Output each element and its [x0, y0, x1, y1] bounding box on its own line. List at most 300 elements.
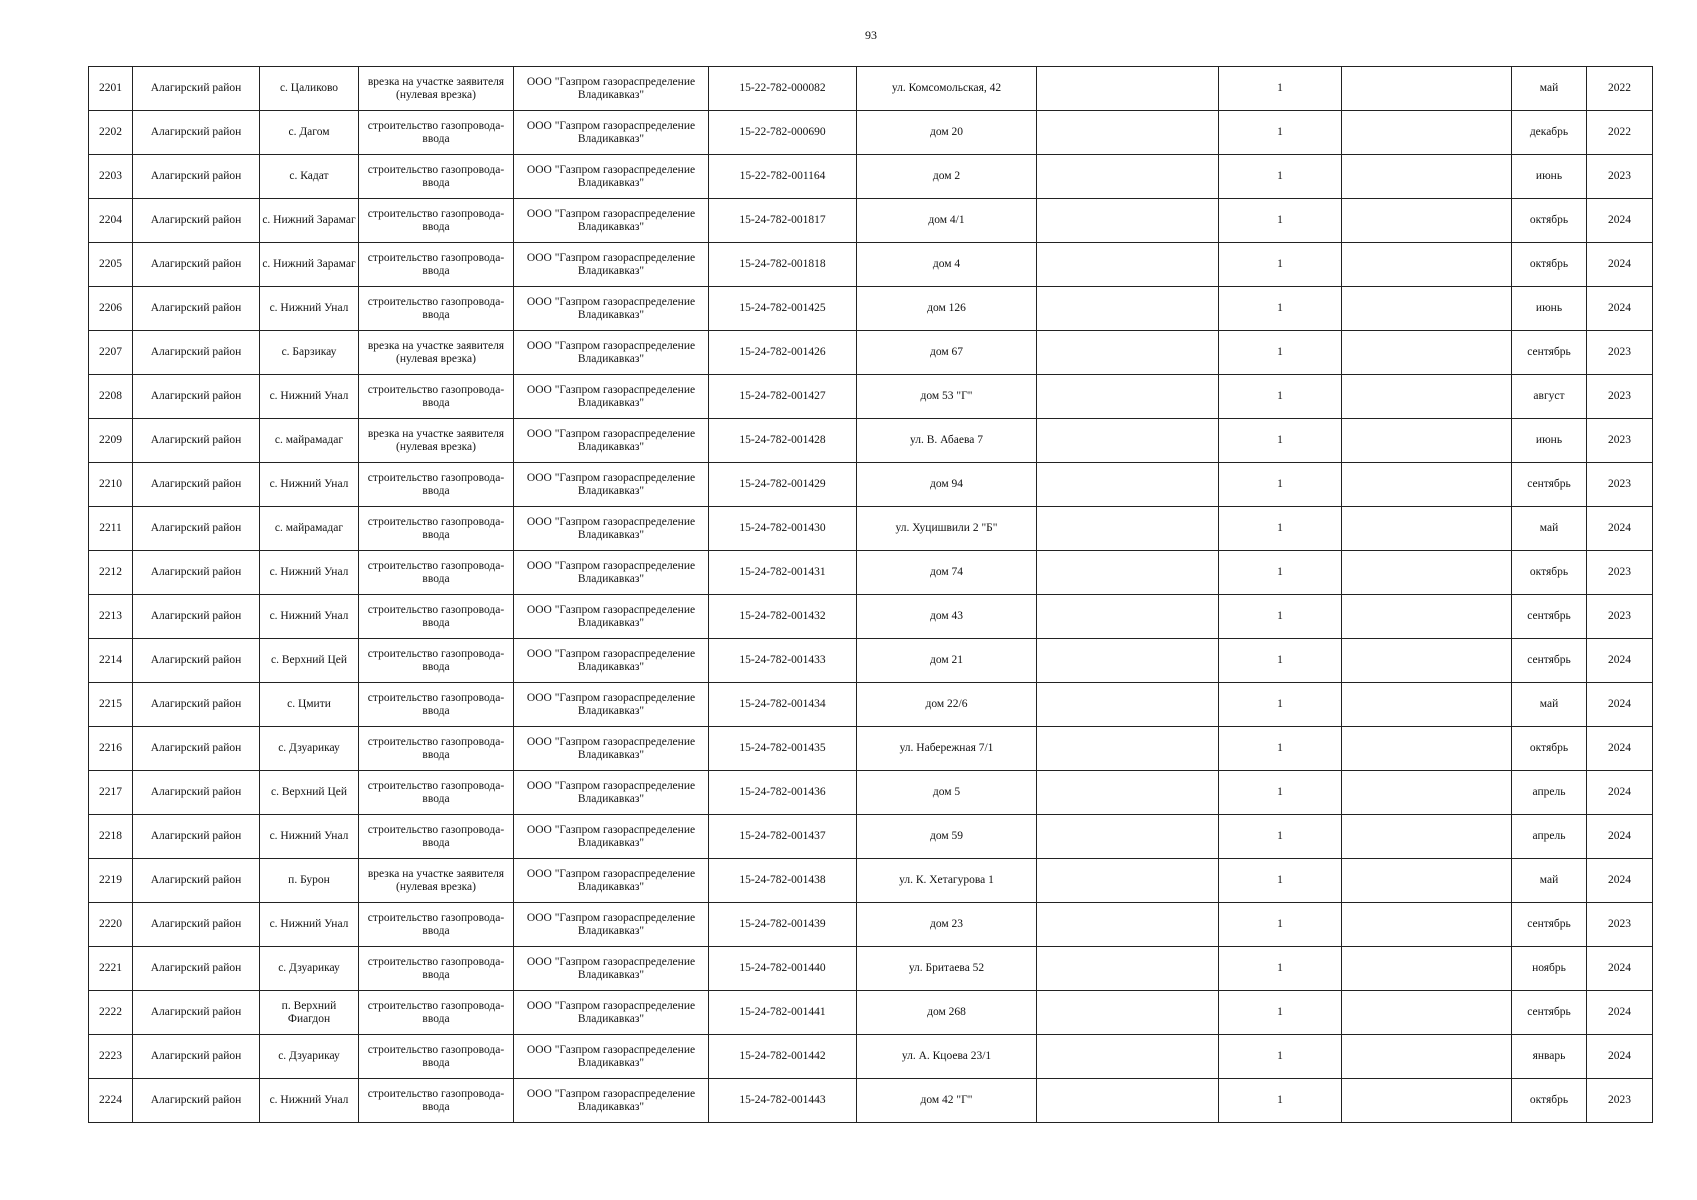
empty-cell — [1342, 595, 1512, 639]
district-cell: Алагирский район — [133, 67, 260, 111]
row-number-cell: 2215 — [89, 683, 133, 727]
table-row — [89, 551, 1653, 595]
empty-cell — [1037, 507, 1219, 551]
contract-number-cell: 15-24-782-001429 — [709, 463, 857, 507]
district-cell: Алагирский район — [133, 287, 260, 331]
district-cell: Алагирский район — [133, 1079, 260, 1123]
month-cell: сентябрь — [1512, 639, 1587, 683]
company-cell: ООО "Газпром газораспределение Владикавказ" — [514, 815, 709, 859]
company-cell: ООО "Газпром газораспределение Владикавказ" — [514, 287, 709, 331]
month-cell: октябрь — [1512, 727, 1587, 771]
quantity-cell: 1 — [1219, 595, 1342, 639]
address-cell: дом 53 "Г" — [857, 375, 1037, 419]
address-cell: ул. Хуцишвили 2 "Б" — [857, 507, 1037, 551]
row-number-cell: 2213 — [89, 595, 133, 639]
row-number-cell: 2205 — [89, 243, 133, 287]
row-number-cell: 2223 — [89, 1035, 133, 1079]
row-number-cell: 2224 — [89, 1079, 133, 1123]
locality-cell: с. Дзуарикау — [260, 1035, 359, 1079]
month-cell: сентябрь — [1512, 595, 1587, 639]
year-cell: 2024 — [1587, 859, 1653, 903]
work-type-cell: строительство газопровода-ввода — [359, 111, 514, 155]
address-cell: дом 2 — [857, 155, 1037, 199]
locality-cell: с. Нижний Унал — [260, 903, 359, 947]
company-cell: ООО "Газпром газораспределение Владикавказ" — [514, 639, 709, 683]
quantity-cell: 1 — [1219, 551, 1342, 595]
locality-cell: с. Барзикау — [260, 331, 359, 375]
empty-cell — [1037, 947, 1219, 991]
work-type-cell: строительство газопровода-ввода — [359, 639, 514, 683]
empty-cell — [1037, 771, 1219, 815]
empty-cell — [1037, 991, 1219, 1035]
empty-cell — [1342, 463, 1512, 507]
quantity-cell: 1 — [1219, 419, 1342, 463]
month-cell: апрель — [1512, 771, 1587, 815]
year-cell: 2024 — [1587, 815, 1653, 859]
work-type-cell: строительство газопровода-ввода — [359, 947, 514, 991]
district-cell: Алагирский район — [133, 947, 260, 991]
district-cell: Алагирский район — [133, 551, 260, 595]
work-type-cell: строительство газопровода-ввода — [359, 683, 514, 727]
empty-cell — [1037, 287, 1219, 331]
table-row — [89, 155, 1653, 199]
work-type-cell: строительство газопровода-ввода — [359, 507, 514, 551]
locality-cell: с. Нижний Унал — [260, 375, 359, 419]
year-cell: 2023 — [1587, 463, 1653, 507]
year-cell: 2022 — [1587, 67, 1653, 111]
contract-number-cell: 15-22-782-000082 — [709, 67, 857, 111]
company-cell: ООО "Газпром газораспределение Владикавказ" — [514, 991, 709, 1035]
table-row — [89, 375, 1653, 419]
empty-cell — [1037, 155, 1219, 199]
table-row — [89, 463, 1653, 507]
registry-table — [88, 66, 1653, 1123]
contract-number-cell: 15-24-782-001443 — [709, 1079, 857, 1123]
row-number-cell: 2203 — [89, 155, 133, 199]
month-cell: октябрь — [1512, 199, 1587, 243]
company-cell: ООО "Газпром газораспределение Владикавказ" — [514, 375, 709, 419]
month-cell: май — [1512, 683, 1587, 727]
quantity-cell: 1 — [1219, 111, 1342, 155]
table-row — [89, 859, 1653, 903]
row-number-cell: 2214 — [89, 639, 133, 683]
company-cell: ООО "Газпром газораспределение Владикавказ" — [514, 859, 709, 903]
quantity-cell: 1 — [1219, 67, 1342, 111]
quantity-cell: 1 — [1219, 507, 1342, 551]
locality-cell: п. Верхний Фиагдон — [260, 991, 359, 1035]
empty-cell — [1342, 287, 1512, 331]
table-row — [89, 903, 1653, 947]
company-cell: ООО "Газпром газораспределение Владикавказ" — [514, 331, 709, 375]
contract-number-cell: 15-24-782-001430 — [709, 507, 857, 551]
month-cell: август — [1512, 375, 1587, 419]
empty-cell — [1037, 859, 1219, 903]
district-cell: Алагирский район — [133, 463, 260, 507]
empty-cell — [1342, 683, 1512, 727]
month-cell: октябрь — [1512, 551, 1587, 595]
district-cell: Алагирский район — [133, 507, 260, 551]
row-number-cell: 2211 — [89, 507, 133, 551]
locality-cell: с. Дагом — [260, 111, 359, 155]
empty-cell — [1342, 551, 1512, 595]
quantity-cell: 1 — [1219, 287, 1342, 331]
district-cell: Алагирский район — [133, 859, 260, 903]
work-type-cell: строительство газопровода-ввода — [359, 815, 514, 859]
contract-number-cell: 15-24-782-001426 — [709, 331, 857, 375]
row-number-cell: 2201 — [89, 67, 133, 111]
locality-cell: п. Бурон — [260, 859, 359, 903]
empty-cell — [1342, 1079, 1512, 1123]
contract-number-cell: 15-24-782-001436 — [709, 771, 857, 815]
locality-cell: с. Нижний Унал — [260, 815, 359, 859]
year-cell: 2024 — [1587, 947, 1653, 991]
month-cell: январь — [1512, 1035, 1587, 1079]
work-type-cell: строительство газопровода-ввода — [359, 771, 514, 815]
month-cell: июнь — [1512, 287, 1587, 331]
table-row — [89, 639, 1653, 683]
table-row — [89, 595, 1653, 639]
company-cell: ООО "Газпром газораспределение Владикавказ" — [514, 683, 709, 727]
year-cell: 2024 — [1587, 727, 1653, 771]
locality-cell: с. Дзуарикау — [260, 947, 359, 991]
locality-cell: с. Верхний Цей — [260, 639, 359, 683]
work-type-cell: врезка на участке заявителя (нулевая врезка) — [359, 331, 514, 375]
year-cell: 2023 — [1587, 1079, 1653, 1123]
table-row — [89, 1079, 1653, 1123]
row-number-cell: 2222 — [89, 991, 133, 1035]
table-row — [89, 771, 1653, 815]
work-type-cell: врезка на участке заявителя (нулевая врезка) — [359, 67, 514, 111]
quantity-cell: 1 — [1219, 199, 1342, 243]
address-cell: дом 21 — [857, 639, 1037, 683]
year-cell: 2024 — [1587, 1035, 1653, 1079]
empty-cell — [1342, 419, 1512, 463]
month-cell: сентябрь — [1512, 903, 1587, 947]
empty-cell — [1037, 1079, 1219, 1123]
quantity-cell: 1 — [1219, 243, 1342, 287]
work-type-cell: врезка на участке заявителя (нулевая врезка) — [359, 859, 514, 903]
empty-cell — [1037, 595, 1219, 639]
table-row — [89, 419, 1653, 463]
empty-cell — [1342, 507, 1512, 551]
table-row — [89, 727, 1653, 771]
address-cell: дом 43 — [857, 595, 1037, 639]
month-cell: апрель — [1512, 815, 1587, 859]
empty-cell — [1037, 815, 1219, 859]
year-cell: 2024 — [1587, 199, 1653, 243]
quantity-cell: 1 — [1219, 1035, 1342, 1079]
work-type-cell: врезка на участке заявителя (нулевая врезка) — [359, 419, 514, 463]
quantity-cell: 1 — [1219, 463, 1342, 507]
contract-number-cell: 15-24-782-001431 — [709, 551, 857, 595]
empty-cell — [1342, 727, 1512, 771]
company-cell: ООО "Газпром газораспределение Владикавказ" — [514, 111, 709, 155]
work-type-cell: строительство газопровода-ввода — [359, 551, 514, 595]
empty-cell — [1037, 551, 1219, 595]
company-cell: ООО "Газпром газораспределение Владикавказ" — [514, 595, 709, 639]
locality-cell: с. Нижний Унал — [260, 287, 359, 331]
address-cell: дом 4/1 — [857, 199, 1037, 243]
empty-cell — [1342, 331, 1512, 375]
month-cell: сентябрь — [1512, 991, 1587, 1035]
empty-cell — [1342, 991, 1512, 1035]
locality-cell: с. Верхний Цей — [260, 771, 359, 815]
district-cell: Алагирский район — [133, 991, 260, 1035]
year-cell: 2024 — [1587, 683, 1653, 727]
company-cell: ООО "Газпром газораспределение Владикавказ" — [514, 243, 709, 287]
district-cell: Алагирский район — [133, 639, 260, 683]
address-cell: дом 4 — [857, 243, 1037, 287]
empty-cell — [1342, 903, 1512, 947]
year-cell: 2023 — [1587, 419, 1653, 463]
contract-number-cell: 15-24-782-001428 — [709, 419, 857, 463]
district-cell: Алагирский район — [133, 331, 260, 375]
empty-cell — [1342, 859, 1512, 903]
address-cell: дом 42 "Г" — [857, 1079, 1037, 1123]
locality-cell: с. майрамадаг — [260, 507, 359, 551]
table-body — [89, 67, 1653, 1123]
table-row — [89, 111, 1653, 155]
table-row — [89, 507, 1653, 551]
quantity-cell: 1 — [1219, 771, 1342, 815]
work-type-cell: строительство газопровода-ввода — [359, 727, 514, 771]
address-cell: дом 74 — [857, 551, 1037, 595]
year-cell: 2023 — [1587, 375, 1653, 419]
row-number-cell: 2204 — [89, 199, 133, 243]
locality-cell: с. Нижний Унал — [260, 595, 359, 639]
company-cell: ООО "Газпром газораспределение Владикавказ" — [514, 551, 709, 595]
month-cell: октябрь — [1512, 1079, 1587, 1123]
contract-number-cell: 15-24-782-001442 — [709, 1035, 857, 1079]
address-cell: ул. Комсомольская, 42 — [857, 67, 1037, 111]
work-type-cell: строительство газопровода-ввода — [359, 991, 514, 1035]
empty-cell — [1037, 375, 1219, 419]
row-number-cell: 2219 — [89, 859, 133, 903]
empty-cell — [1037, 331, 1219, 375]
quantity-cell: 1 — [1219, 859, 1342, 903]
quantity-cell: 1 — [1219, 639, 1342, 683]
address-cell: ул. К. Хетагурова 1 — [857, 859, 1037, 903]
empty-cell — [1037, 243, 1219, 287]
year-cell: 2023 — [1587, 595, 1653, 639]
contract-number-cell: 15-24-782-001818 — [709, 243, 857, 287]
month-cell: ноябрь — [1512, 947, 1587, 991]
company-cell: ООО "Газпром газораспределение Владикавказ" — [514, 903, 709, 947]
address-cell: дом 23 — [857, 903, 1037, 947]
row-number-cell: 2209 — [89, 419, 133, 463]
district-cell: Алагирский район — [133, 815, 260, 859]
work-type-cell: строительство газопровода-ввода — [359, 287, 514, 331]
row-number-cell: 2210 — [89, 463, 133, 507]
address-cell: ул. Бритаева 52 — [857, 947, 1037, 991]
table-row — [89, 331, 1653, 375]
empty-cell — [1037, 1035, 1219, 1079]
empty-cell — [1037, 199, 1219, 243]
company-cell: ООО "Газпром газораспределение Владикавказ" — [514, 419, 709, 463]
work-type-cell: строительство газопровода-ввода — [359, 243, 514, 287]
row-number-cell: 2212 — [89, 551, 133, 595]
quantity-cell: 1 — [1219, 331, 1342, 375]
work-type-cell: строительство газопровода-ввода — [359, 155, 514, 199]
empty-cell — [1037, 639, 1219, 683]
year-cell: 2023 — [1587, 331, 1653, 375]
address-cell: ул. В. Абаева 7 — [857, 419, 1037, 463]
work-type-cell: строительство газопровода-ввода — [359, 199, 514, 243]
district-cell: Алагирский район — [133, 111, 260, 155]
company-cell: ООО "Газпром газораспределение Владикавказ" — [514, 1079, 709, 1123]
locality-cell: с. Цаликово — [260, 67, 359, 111]
empty-cell — [1037, 683, 1219, 727]
contract-number-cell: 15-24-782-001425 — [709, 287, 857, 331]
address-cell: ул. Набережная 7/1 — [857, 727, 1037, 771]
address-cell: дом 5 — [857, 771, 1037, 815]
district-cell: Алагирский район — [133, 903, 260, 947]
locality-cell: с. Кадат — [260, 155, 359, 199]
empty-cell — [1037, 903, 1219, 947]
district-cell: Алагирский район — [133, 419, 260, 463]
empty-cell — [1037, 463, 1219, 507]
address-cell: дом 59 — [857, 815, 1037, 859]
row-number-cell: 2218 — [89, 815, 133, 859]
page-number: 93 — [865, 28, 877, 42]
contract-number-cell: 15-24-782-001437 — [709, 815, 857, 859]
quantity-cell: 1 — [1219, 991, 1342, 1035]
contract-number-cell: 15-24-782-001432 — [709, 595, 857, 639]
company-cell: ООО "Газпром газораспределение Владикавказ" — [514, 507, 709, 551]
empty-cell — [1342, 639, 1512, 683]
company-cell: ООО "Газпром газораспределение Владикавказ" — [514, 155, 709, 199]
table-row — [89, 991, 1653, 1035]
address-cell: дом 94 — [857, 463, 1037, 507]
empty-cell — [1037, 419, 1219, 463]
address-cell: дом 126 — [857, 287, 1037, 331]
contract-number-cell: 15-24-782-001440 — [709, 947, 857, 991]
row-number-cell: 2216 — [89, 727, 133, 771]
company-cell: ООО "Газпром газораспределение Владикавказ" — [514, 463, 709, 507]
year-cell: 2023 — [1587, 155, 1653, 199]
empty-cell — [1342, 199, 1512, 243]
table-row — [89, 683, 1653, 727]
district-cell: Алагирский район — [133, 727, 260, 771]
year-cell: 2024 — [1587, 507, 1653, 551]
contract-number-cell: 15-24-782-001439 — [709, 903, 857, 947]
quantity-cell: 1 — [1219, 815, 1342, 859]
quantity-cell: 1 — [1219, 727, 1342, 771]
contract-number-cell: 15-24-782-001441 — [709, 991, 857, 1035]
quantity-cell: 1 — [1219, 375, 1342, 419]
work-type-cell: строительство газопровода-ввода — [359, 903, 514, 947]
empty-cell — [1037, 111, 1219, 155]
year-cell: 2024 — [1587, 991, 1653, 1035]
year-cell: 2024 — [1587, 639, 1653, 683]
year-cell: 2024 — [1587, 243, 1653, 287]
locality-cell: с. Нижний Зарамаг — [260, 243, 359, 287]
table-row — [89, 199, 1653, 243]
empty-cell — [1342, 111, 1512, 155]
row-number-cell: 2217 — [89, 771, 133, 815]
year-cell: 2023 — [1587, 903, 1653, 947]
company-cell: ООО "Газпром газораспределение Владикавказ" — [514, 727, 709, 771]
row-number-cell: 2207 — [89, 331, 133, 375]
work-type-cell: строительство газопровода-ввода — [359, 1079, 514, 1123]
empty-cell — [1342, 67, 1512, 111]
contract-number-cell: 15-24-782-001817 — [709, 199, 857, 243]
row-number-cell: 2221 — [89, 947, 133, 991]
work-type-cell: строительство газопровода-ввода — [359, 463, 514, 507]
month-cell: октябрь — [1512, 243, 1587, 287]
address-cell: дом 67 — [857, 331, 1037, 375]
district-cell: Алагирский район — [133, 243, 260, 287]
locality-cell: с. Дзуарикау — [260, 727, 359, 771]
month-cell: июнь — [1512, 155, 1587, 199]
month-cell: декабрь — [1512, 111, 1587, 155]
empty-cell — [1342, 815, 1512, 859]
row-number-cell: 2202 — [89, 111, 133, 155]
contract-number-cell: 15-24-782-001427 — [709, 375, 857, 419]
quantity-cell: 1 — [1219, 683, 1342, 727]
company-cell: ООО "Газпром газораспределение Владикавказ" — [514, 947, 709, 991]
row-number-cell: 2206 — [89, 287, 133, 331]
row-number-cell: 2208 — [89, 375, 133, 419]
year-cell: 2024 — [1587, 771, 1653, 815]
month-cell: май — [1512, 507, 1587, 551]
address-cell: ул. А. Кцоева 23/1 — [857, 1035, 1037, 1079]
month-cell: сентябрь — [1512, 463, 1587, 507]
empty-cell — [1342, 243, 1512, 287]
address-cell: дом 22/6 — [857, 683, 1037, 727]
contract-number-cell: 15-24-782-001434 — [709, 683, 857, 727]
locality-cell: с. Нижний Унал — [260, 551, 359, 595]
locality-cell: с. майрамадаг — [260, 419, 359, 463]
quantity-cell: 1 — [1219, 947, 1342, 991]
locality-cell: с. Нижний Унал — [260, 1079, 359, 1123]
contract-number-cell: 15-24-782-001438 — [709, 859, 857, 903]
work-type-cell: строительство газопровода-ввода — [359, 375, 514, 419]
address-cell: дом 268 — [857, 991, 1037, 1035]
company-cell: ООО "Газпром газораспределение Владикавказ" — [514, 199, 709, 243]
quantity-cell: 1 — [1219, 903, 1342, 947]
empty-cell — [1342, 155, 1512, 199]
district-cell: Алагирский район — [133, 199, 260, 243]
contract-number-cell: 15-22-782-001164 — [709, 155, 857, 199]
locality-cell: с. Цмити — [260, 683, 359, 727]
company-cell: ООО "Газпром газораспределение Владикавказ" — [514, 1035, 709, 1079]
contract-number-cell: 15-24-782-001435 — [709, 727, 857, 771]
district-cell: Алагирский район — [133, 595, 260, 639]
locality-cell: с. Нижний Унал — [260, 463, 359, 507]
row-number-cell: 2220 — [89, 903, 133, 947]
empty-cell — [1037, 727, 1219, 771]
address-cell: дом 20 — [857, 111, 1037, 155]
district-cell: Алагирский район — [133, 155, 260, 199]
month-cell: май — [1512, 67, 1587, 111]
table-row — [89, 243, 1653, 287]
district-cell: Алагирский район — [133, 771, 260, 815]
locality-cell: с. Нижний Зарамаг — [260, 199, 359, 243]
quantity-cell: 1 — [1219, 155, 1342, 199]
work-type-cell: строительство газопровода-ввода — [359, 595, 514, 639]
year-cell: 2022 — [1587, 111, 1653, 155]
year-cell: 2023 — [1587, 551, 1653, 595]
table-row — [89, 947, 1653, 991]
work-type-cell: строительство газопровода-ввода — [359, 1035, 514, 1079]
company-cell: ООО "Газпром газораспределение Владикавказ" — [514, 67, 709, 111]
district-cell: Алагирский район — [133, 375, 260, 419]
contract-number-cell: 15-24-782-001433 — [709, 639, 857, 683]
empty-cell — [1037, 67, 1219, 111]
quantity-cell: 1 — [1219, 1079, 1342, 1123]
table-row — [89, 67, 1653, 111]
